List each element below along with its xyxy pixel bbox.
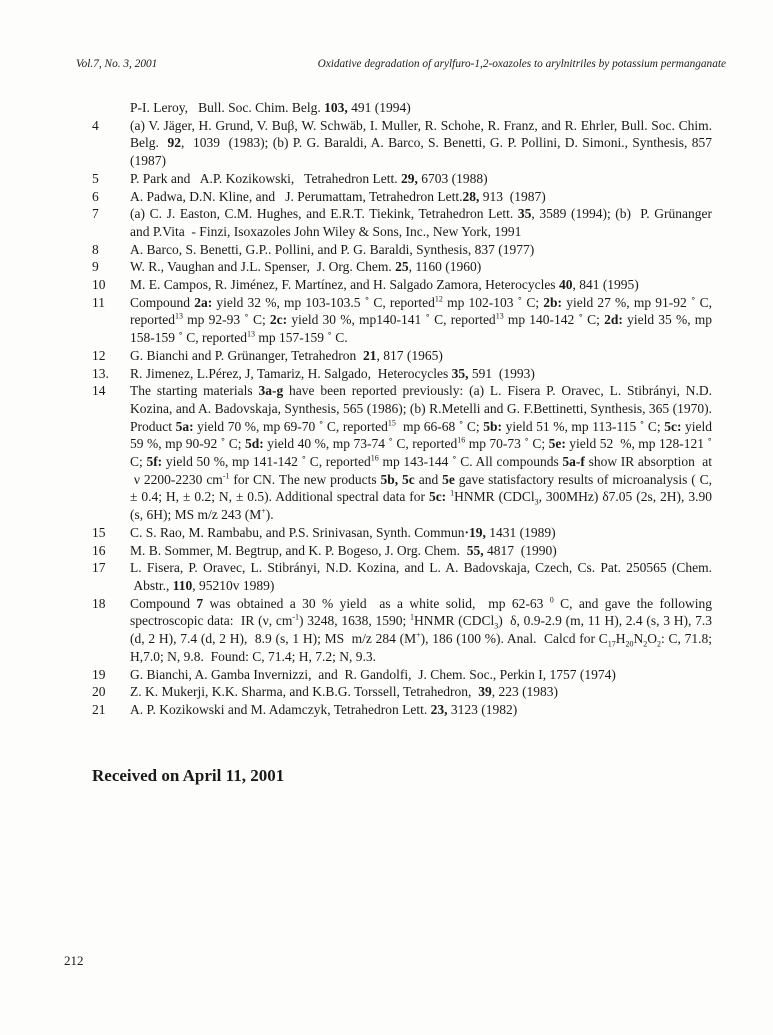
reference-text: M. E. Campos, R. Jiménez, F. Martínez, and H. Salgado Zamora, Heterocycles 40, 841 (1995) — [130, 277, 639, 293]
reference-number: 10 — [92, 277, 106, 293]
reference-number: 17 — [92, 560, 106, 576]
reference-item — [92, 701, 712, 719]
reference-text: M. B. Sommer, M. Begtrup, and K. P. Bogeso, J. Org. Chem. 55, 4817 (1990) — [130, 542, 557, 558]
reference-text: L. Fisera, P. Oravec, L. Stibrányi, N.D. Kozina, and L. A. Badovskaja, Czech, Cs. Pat. 250565 (Chem. Abstr., 110, 95210v 1989) — [130, 560, 712, 593]
running-title: Oxidative degradation of arylfuro-1,2-oxazoles to arylnitriles by potassium permanganate — [317, 58, 726, 70]
reference-item — [92, 524, 712, 542]
reference-number: 5 — [92, 170, 99, 186]
reference-number: 19 — [92, 666, 106, 682]
reference-number: 7 — [92, 206, 99, 222]
reference-item — [92, 170, 712, 188]
reference-number: 20 — [92, 684, 106, 700]
reference-text: Z. K. Mukerji, K.K. Sharma, and K.B.G. Torssell, Tetrahedron, 39, 223 (1983) — [130, 684, 559, 700]
reference-text: Compound 7 was obtained a 30 % yield as a white solid, mp 62-63 $^0$ C, and gave the following spectroscopic data: IR (ν, $cm^{-1}$) 3248, 1638, 1590; $^1$HNMR (CDCl$_3$) δ, 0.9-2.9 (m, 11 H), 2.4 (s, 3 H), 7.3 (d, 2 H), 7.4 (d, 2 H), 8.9 (s, 1 H); MS m/z 284 (M+), 186 (100 %). Anal. Calcd for $C_{17}H_{20}N_2O_2$: C, 71.8; H,7.0; N, 9.8. Found: C, 71.4; H, 7.2; N, 9.3. — [130, 595, 713, 664]
reference-number: 16 — [92, 542, 106, 558]
reference-text: A. Barco, S. Benetti, G.P.. Pollini, and P. G. Baraldi, Synthesis, 837 (1977) — [130, 241, 535, 257]
reference-item — [92, 99, 712, 117]
reference-number: 9 — [92, 259, 99, 275]
reference-item — [92, 205, 712, 240]
reference-item — [92, 294, 712, 347]
reference-item — [92, 595, 712, 666]
reference-text: (a) V. Jäger, H. Grund, V. Buβ, W. Schwäb, I. Muller, R. Schohe, R. Franz, and R. Ehrler, Bull. Soc. Chim. Belg. 92, 1039 (1983); (b) P. G. Baraldi, A. Barco, S. Benetti, G. P. Pollini, D. Simoni., Synthesis, 857 (1987) — [130, 117, 712, 169]
reference-item — [92, 188, 712, 206]
reference-item — [92, 382, 712, 524]
reference-item — [92, 542, 712, 560]
reference-text: (a) C. J. Easton, C.M. Hughes, and E.R.T. Tiekink, Tetrahedron Lett. 35, 3589 (1994); (b) P. Grünanger and P.Vita - Finzi, Isoxazoles John Wiley & Sons, Inc., New York, 1991 — [130, 206, 712, 239]
reference-text: A. P. Kozikowski and M. Adamczyk, Tetrahedron Lett. 23, 3123 (1982) — [130, 701, 518, 717]
reference-item — [92, 276, 712, 294]
reference-text: G. Bianchi and P. Grünanger, Tetrahedron 21, 817 (1965) — [130, 347, 443, 363]
reference-item — [92, 258, 712, 276]
reference-number: 4 — [92, 117, 99, 133]
reference-number: 12 — [92, 347, 106, 363]
reference-text: The starting materials 3a-g have been reported previously: (a) L. Fisera P. Oravec, L. Stibrányi, N.D. Kozina, and A. Badovskaja, Synthesis, 565 (1986); (b) R.Metelli and G. F.Bettinetti, Synthesis, 365 (1970). Product 5a: yield 70 %, mp 69-70 ˚ C, reported$^{15}$ mp 66-68 ˚ C; 5b: yield 51 %, mp 113-115 ˚ C; 5c: yield 59 %, mp 90-92 ˚ C; 5d: yield 40 %, mp 73-74 ˚ C, reported$^{16}$ mp 70-73 ˚ C; 5e: yield 52 %, mp 128-121 ˚ C; 5f: yield 50 %, mp 141-142 ˚ C, reported$^{16}$ mp 143-144 ˚ C. All compounds 5a-f show IR absorption at ν 2200-2230 $cm^{-1}$ for CN. The new products 5b, 5c and 5e gave statisfactory results of microanalysis ( C, ± 0.4; H, ± 0.2; N, ± 0.5). Additional spectral data for 5c: $^1$HNMR (CDCl$_3$, 300MHz) δ7.05 (2s, 2H), 3.90 (s, 6H); MS m/z 243 (M+). — [130, 383, 713, 523]
received-date: Received on April 11, 2001 — [92, 766, 285, 785]
reference-text: G. Bianchi, A. Gamba Invernizzi, and R. Gandolfi, J. Chem. Soc., Perkin I, 1757 (1974) — [130, 666, 616, 682]
reference-number: 14 — [92, 383, 106, 399]
reference-text: P-I. Leroy, Bull. Soc. Chim. Belg. 103, 491 (1994) — [130, 100, 411, 115]
reference-item — [92, 365, 712, 383]
page-number: 212 — [64, 953, 84, 968]
reference-number: 11 — [92, 294, 105, 310]
reference-text: Compound 2a: yield 32 %, mp 103-103.5 ˚ C, reported$^{12}$ mp 102-103 ˚ C; 2b: yield 27 %, mp 91-92 ˚ C, reported$^{13}$ mp 92-93 ˚ C; 2c: yield 30 %, mp140-141 ˚ C, reported$^{13}$ mp 140-142 ˚ C; 2d: yield 35 %, mp 158-159 ˚ C, reported$^{13}$ mp 157-159 ˚ C. — [130, 294, 712, 346]
reference-text: C. S. Rao, M. Rambabu, and P.S. Srinivasan, Synth. Commun·19, 1431 (1989) — [130, 524, 556, 540]
reference-number: 21 — [92, 701, 106, 717]
reference-item — [92, 117, 712, 170]
reference-number: 6 — [92, 188, 99, 204]
reference-item — [92, 241, 712, 259]
reference-number: 8 — [92, 241, 99, 257]
reference-number: 13. — [92, 365, 109, 381]
reference-item — [92, 347, 712, 365]
journal-volume: Vol.7, No. 3, 2001 — [76, 58, 158, 70]
reference-text: R. Jimenez, L.Pérez, J, Tamariz, H. Salgado, Heterocycles 35, 591 (1993) — [130, 365, 535, 381]
reference-list — [92, 99, 712, 719]
reference-text: W. R., Vaughan and J.L. Spenser, J. Org. Chem. 25, 1160 (1960) — [130, 259, 482, 275]
reference-item — [92, 666, 712, 684]
reference-text: P. Park and A.P. Kozikowski, Tetrahedron Lett. 29, 6703 (1988) — [130, 170, 488, 186]
reference-item — [92, 683, 712, 701]
reference-number: 15 — [92, 524, 106, 540]
reference-text: A. Padwa, D.N. Kline, and J. Perumattam, Tetrahedron Lett.28, 913 (1987) — [130, 188, 546, 204]
reference-item — [92, 559, 712, 594]
reference-number: 18 — [92, 595, 106, 611]
